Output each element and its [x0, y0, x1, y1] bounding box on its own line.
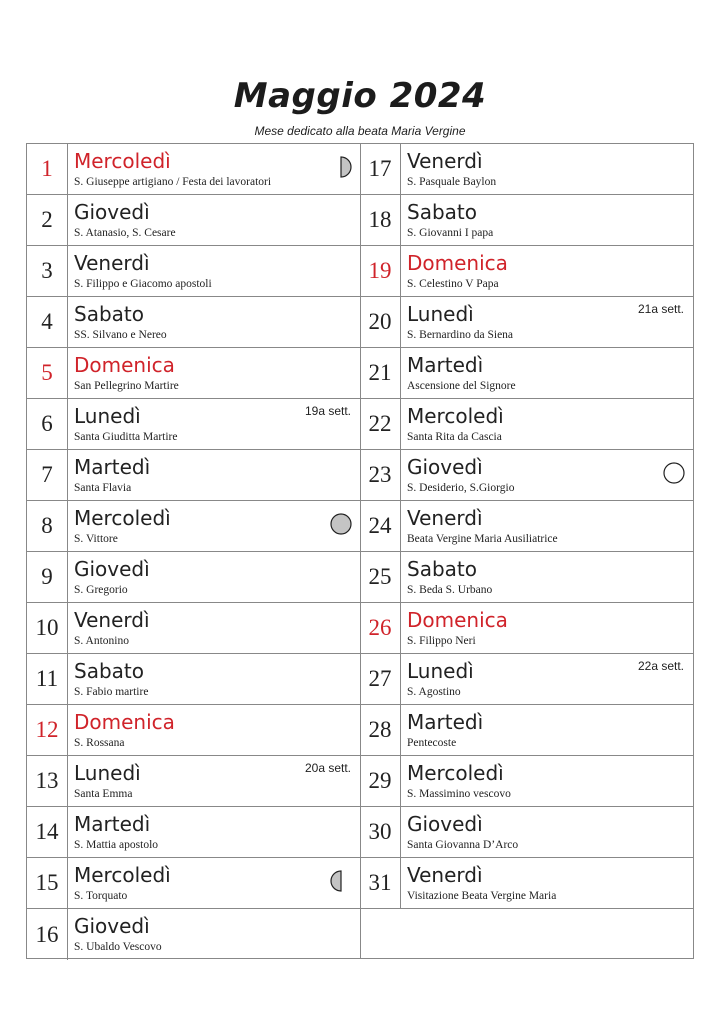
day-number: 28	[360, 705, 401, 755]
weekday-name: Mercoledì	[74, 506, 171, 530]
weekday-name: Venerdì	[407, 149, 483, 173]
day-number: 23	[360, 450, 401, 500]
day-row	[27, 246, 360, 297]
saint-of-day: S. Beda S. Urbano	[407, 584, 493, 596]
day-number: 12	[27, 705, 68, 755]
day-number: 15	[27, 858, 68, 908]
day-row	[27, 807, 360, 858]
weekday-name: Giovedì	[74, 200, 150, 224]
saint-of-day: S. Antonino	[74, 635, 129, 647]
saint-of-day: S. Torquato	[74, 890, 128, 902]
saint-of-day: S. Celestino V Papa	[407, 278, 499, 290]
day-row	[360, 654, 693, 705]
weekday-name: Sabato	[407, 557, 477, 581]
weekday-name: Sabato	[74, 302, 144, 326]
day-row	[27, 909, 360, 960]
weekday-name: Mercoledì	[74, 149, 171, 173]
calendar-column-left	[27, 144, 361, 958]
saint-of-day: S. Bernardino da Siena	[407, 329, 514, 341]
calendar-column-right	[360, 144, 693, 958]
day-row	[360, 603, 693, 654]
weekday-name: Lunedì	[407, 659, 474, 683]
weekday-name: Venerdì	[74, 608, 150, 632]
weekday-name: Venerdì	[407, 506, 483, 530]
day-number: 19	[360, 246, 401, 296]
day-number: 27	[360, 654, 401, 704]
weekday-name: Mercoledì	[74, 863, 171, 887]
day-row	[360, 756, 693, 807]
day-row	[27, 450, 360, 501]
saint-of-day: Pentecoste	[407, 737, 457, 749]
saint-of-day: Santa Giovanna D’Arco	[407, 839, 519, 851]
day-row	[360, 450, 693, 501]
week-number: 20a sett.	[304, 761, 351, 775]
saint-of-day: S. Filippo Neri	[407, 635, 476, 647]
day-row	[27, 654, 360, 705]
day-row	[27, 501, 360, 552]
first-quarter-icon	[330, 156, 352, 178]
day-row	[360, 807, 693, 858]
day-row	[360, 399, 693, 450]
day-row	[27, 297, 360, 348]
page-subtitle: Mese dedicato alla beata Maria Vergine	[254, 124, 466, 138]
saint-of-day: S. Giuseppe artigiano / Festa dei lavoratori	[74, 176, 272, 188]
weekday-name: Venerdì	[407, 863, 483, 887]
saint-of-day: S. Giovanni I papa	[407, 227, 494, 239]
saint-of-day: S. Filippo e Giacomo apostoli	[74, 278, 212, 290]
new-moon-icon	[330, 513, 352, 535]
saint-of-day: Santa Flavia	[74, 482, 132, 494]
day-number: 1	[27, 144, 68, 194]
day-row	[360, 297, 693, 348]
day-row	[27, 144, 360, 195]
saint-of-day: S. Agostino	[407, 686, 461, 698]
saint-of-day: S. Rossana	[74, 737, 125, 749]
day-row	[27, 756, 360, 807]
saint-of-day: Santa Giuditta Martire	[74, 431, 178, 443]
day-row	[360, 552, 693, 603]
day-row	[27, 399, 360, 450]
day-number: 29	[360, 756, 401, 806]
saint-of-day: Ascensione del Signore	[407, 380, 516, 392]
day-number: 16	[27, 909, 68, 960]
weekday-name: Giovedì	[74, 914, 150, 938]
day-number: 18	[360, 195, 401, 245]
day-number: 25	[360, 552, 401, 602]
week-number: 19a sett.	[304, 404, 351, 418]
weekday-name: Mercoledì	[407, 404, 504, 428]
day-row	[27, 858, 360, 909]
weekday-name: Giovedì	[407, 812, 483, 836]
saint-of-day: S. Atanasio, S. Cesare	[74, 227, 176, 239]
saint-of-day: San Pellegrino Martire	[74, 380, 179, 392]
weekday-name: Martedì	[407, 710, 484, 734]
day-number: 9	[27, 552, 68, 602]
day-number: 14	[27, 807, 68, 857]
weekday-name: Domenica	[407, 251, 508, 275]
weekday-name: Domenica	[74, 353, 175, 377]
weekday-name: Lunedì	[407, 302, 474, 326]
saint-of-day: Santa Emma	[74, 788, 133, 800]
saint-of-day: Santa Rita da Cascia	[407, 431, 502, 443]
saint-of-day: S. Pasquale Baylon	[407, 176, 497, 188]
page-title: Maggio 2024	[233, 76, 487, 116]
week-number: 22a sett.	[637, 659, 684, 673]
weekday-name: Domenica	[74, 710, 175, 734]
day-row	[27, 705, 360, 756]
saint-of-day: S. Desiderio, S.Giorgio	[407, 482, 515, 494]
day-row	[27, 552, 360, 603]
day-number: 21	[360, 348, 401, 398]
weekday-name: Martedì	[74, 455, 151, 479]
week-number: 21a sett.	[637, 302, 684, 316]
day-number: 30	[360, 807, 401, 857]
day-row	[360, 705, 693, 756]
full-moon-icon	[663, 462, 685, 484]
weekday-name: Lunedì	[74, 761, 141, 785]
day-number: 10	[27, 603, 68, 653]
weekday-name: Giovedì	[74, 557, 150, 581]
weekday-name: Mercoledì	[407, 761, 504, 785]
day-number: 31	[360, 858, 401, 908]
weekday-name: Martedì	[407, 353, 484, 377]
saint-of-day: S. Vittore	[74, 533, 118, 545]
day-row	[360, 246, 693, 297]
saint-of-day: S. Gregorio	[74, 584, 128, 596]
saint-of-day: S. Massimino vescovo	[407, 788, 511, 800]
day-number: 26	[360, 603, 401, 653]
day-number: 17	[360, 144, 401, 194]
day-row	[360, 909, 693, 960]
last-quarter-icon	[330, 870, 352, 892]
day-number: 4	[27, 297, 68, 347]
day-row	[360, 144, 693, 195]
weekday-name: Sabato	[407, 200, 477, 224]
day-number: 2	[27, 195, 68, 245]
day-number: 6	[27, 399, 68, 449]
calendar-grid	[26, 143, 694, 959]
day-number: 7	[27, 450, 68, 500]
weekday-name: Domenica	[407, 608, 508, 632]
day-number: 3	[27, 246, 68, 296]
day-row	[27, 603, 360, 654]
day-number: 8	[27, 501, 68, 551]
saint-of-day: Beata Vergine Maria Ausiliatrice	[407, 533, 558, 545]
day-row	[27, 348, 360, 399]
day-row	[360, 195, 693, 246]
day-row	[360, 858, 693, 909]
weekday-name: Venerdì	[74, 251, 150, 275]
weekday-name: Martedì	[74, 812, 151, 836]
weekday-name: Giovedì	[407, 455, 483, 479]
day-number: 13	[27, 756, 68, 806]
saint-of-day: S. Mattia apostolo	[74, 839, 159, 851]
weekday-name: Sabato	[74, 659, 144, 683]
weekday-name: Lunedì	[74, 404, 141, 428]
saint-of-day: Visitazione Beata Vergine Maria	[407, 890, 557, 902]
saint-of-day: S. Ubaldo Vescovo	[74, 941, 162, 953]
day-row	[27, 195, 360, 246]
day-number: 22	[360, 399, 401, 449]
day-number: 20	[360, 297, 401, 347]
day-row	[360, 348, 693, 399]
saint-of-day: SS. Silvano e Nereo	[74, 329, 167, 341]
day-row	[360, 501, 693, 552]
day-number: 5	[27, 348, 68, 398]
day-number: 24	[360, 501, 401, 551]
day-number: 11	[27, 654, 68, 704]
saint-of-day: S. Fabio martire	[74, 686, 149, 698]
